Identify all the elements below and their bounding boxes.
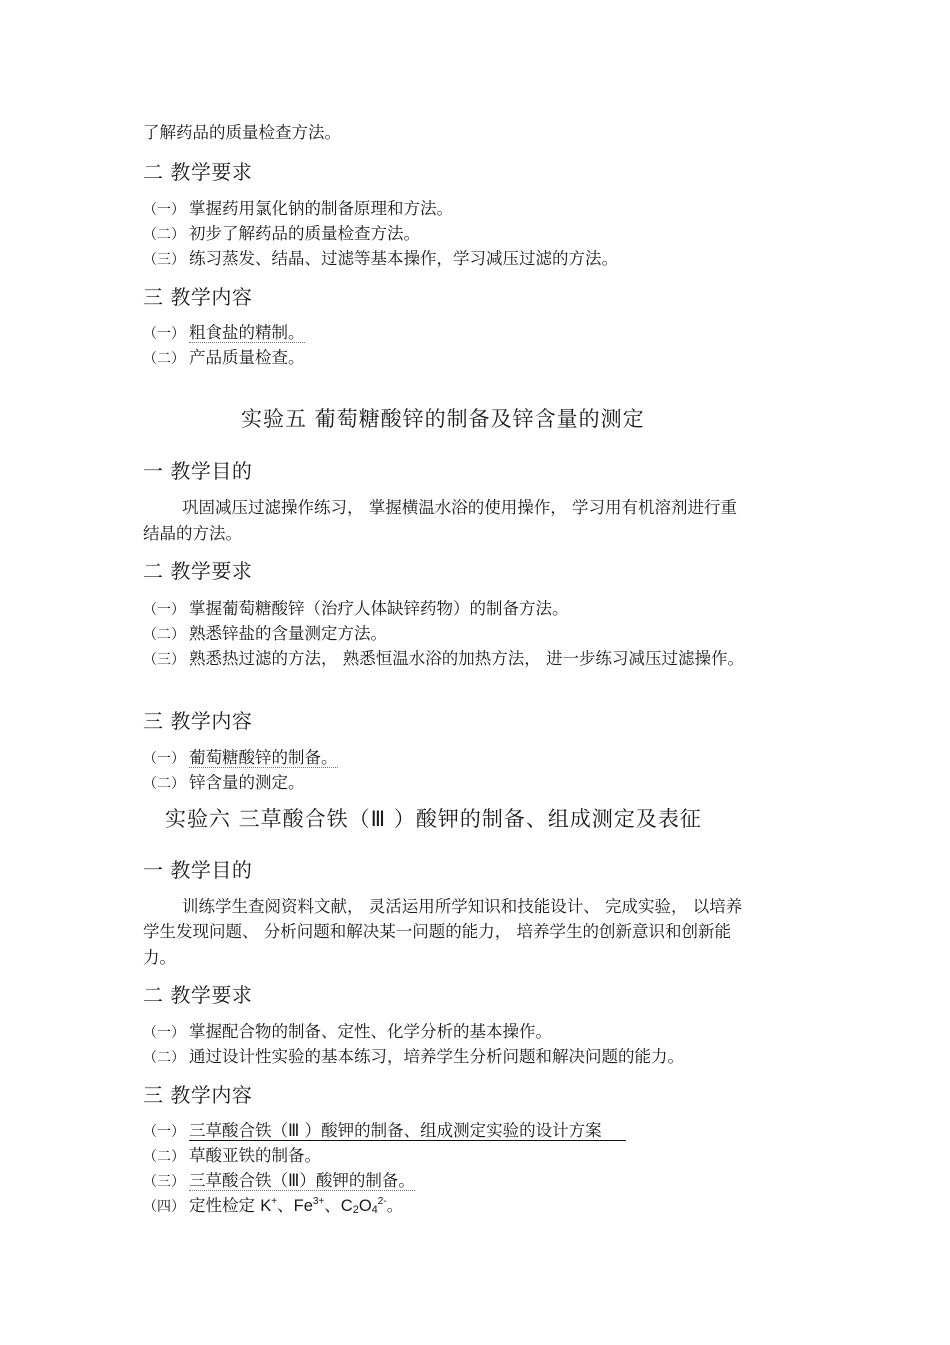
section-heading-content: 三 教学内容 <box>143 1083 253 1107</box>
separator: 、 <box>277 1196 294 1215</box>
list-text: 初步了解药品的质量检查方法。 <box>189 224 420 243</box>
ion-oxalate: $C2O4^{2-}$ <box>340 1196 387 1216</box>
separator: 、 <box>324 1196 341 1215</box>
list-number: （二） <box>143 1149 185 1165</box>
list-text: 葡萄糖酸锌的制备。 <box>189 748 338 767</box>
body-text-top: 了解药品的质量检查方法。 <box>143 123 341 142</box>
list-text: 草酸亚铁的制备。 <box>189 1146 321 1165</box>
body-text: 训练学生查阅资料文献， 灵活运用所学知识和技能设计、 完成实验， 以培养 <box>182 897 743 916</box>
section-heading-goal: 一 教学目的 <box>143 858 253 882</box>
section-heading-content: 三 教学内容 <box>143 709 253 733</box>
body-text: 结晶的方法。 <box>143 524 242 543</box>
list-number: （四） <box>143 1199 185 1215</box>
experiment-title: 实验五 葡萄糖酸锌的制备及锌含量的测定 <box>241 407 645 431</box>
list-number: （二） <box>143 1050 185 1066</box>
section-heading-requirements: 二 教学要求 <box>143 559 253 583</box>
list-number: （一） <box>143 602 185 618</box>
body-text: 力。 <box>143 948 176 967</box>
list-number: （二） <box>143 227 185 243</box>
list-item <box>143 769 305 793</box>
section-heading-requirements: 二 教学要求 <box>143 983 253 1007</box>
experiment-title: 实验六 三草酸合铁（Ⅲ ）酸钾的制备、组成测定及表征 <box>165 807 702 831</box>
list-number: （一） <box>143 326 185 342</box>
list-number: （二） <box>143 627 185 643</box>
list-number: （三） <box>143 652 185 668</box>
list-item <box>143 245 618 269</box>
section-heading-requirements: 二 教学要求 <box>143 160 253 184</box>
list-number: （二） <box>143 776 185 792</box>
section-heading-content: 三 教学内容 <box>143 285 253 309</box>
list-number: （二） <box>143 351 185 367</box>
list-item <box>143 1117 626 1141</box>
list-text: 粗食盐的精制。 <box>189 323 305 342</box>
list-number: （一） <box>143 202 185 218</box>
list-item <box>143 220 420 244</box>
list-text: 通过设计性实验的基本练习，培养学生分析问题和解决问题的能力。 <box>189 1047 684 1066</box>
list-number: （三） <box>143 1174 185 1190</box>
list-text: 锌含量的测定。 <box>189 773 305 792</box>
list-text: 掌握葡萄糖酸锌（治疗人体缺锌药物）的制备方法。 <box>189 599 569 618</box>
list-item <box>143 645 744 669</box>
list-text: 产品质量检查。 <box>189 348 305 367</box>
list-text: 三草酸合铁（Ⅲ）酸钾的制备。 <box>189 1171 415 1190</box>
list-text: 熟悉热过滤的方法， 熟悉恒温水浴的加热方法， 进一步练习减压过滤操作。 <box>189 649 744 668</box>
list-text: 掌握配合物的制备、定性、化学分析的基本操作。 <box>189 1022 552 1041</box>
list-item <box>143 1018 552 1042</box>
list-item <box>143 1142 321 1166</box>
list-number: （一） <box>143 751 185 767</box>
list-number: （一） <box>143 1025 185 1041</box>
list-item <box>143 195 453 219</box>
list-item <box>143 1192 403 1216</box>
list-item <box>143 344 305 368</box>
list-end: 。 <box>386 1196 404 1215</box>
list-item <box>143 319 305 343</box>
list-number: （一） <box>143 1124 185 1140</box>
ion-iron: $Fe^{3+}$ <box>293 1196 325 1215</box>
list-text: 定性检定 <box>189 1196 261 1215</box>
list-item <box>143 1167 415 1191</box>
list-text: 熟悉锌盐的含量测定方法。 <box>189 624 387 643</box>
ion-potassium: K+ <box>260 1196 278 1215</box>
section-heading-goal: 一 教学目的 <box>143 459 253 483</box>
list-item <box>143 744 338 768</box>
list-text: 三草酸合铁（Ⅲ ）酸钾的制备、组成测定实验的设计方案 <box>189 1121 626 1141</box>
body-text: 巩固减压过滤操作练习， 掌握横温水浴的使用操作， 学习用有机溶剂进行重 <box>182 498 737 517</box>
list-item <box>143 1043 684 1067</box>
body-text: 学生发现问题、 分析问题和解决某一问题的能力， 培养学生的创新意识和创新能 <box>143 922 731 941</box>
list-item <box>143 620 387 644</box>
list-text: 练习蒸发、结晶、过滤等基本操作，学习减压过滤的方法。 <box>189 249 618 268</box>
list-item <box>143 595 569 619</box>
list-text: 掌握药用氯化钠的制备原理和方法。 <box>189 199 453 218</box>
list-number: （三） <box>143 252 185 268</box>
